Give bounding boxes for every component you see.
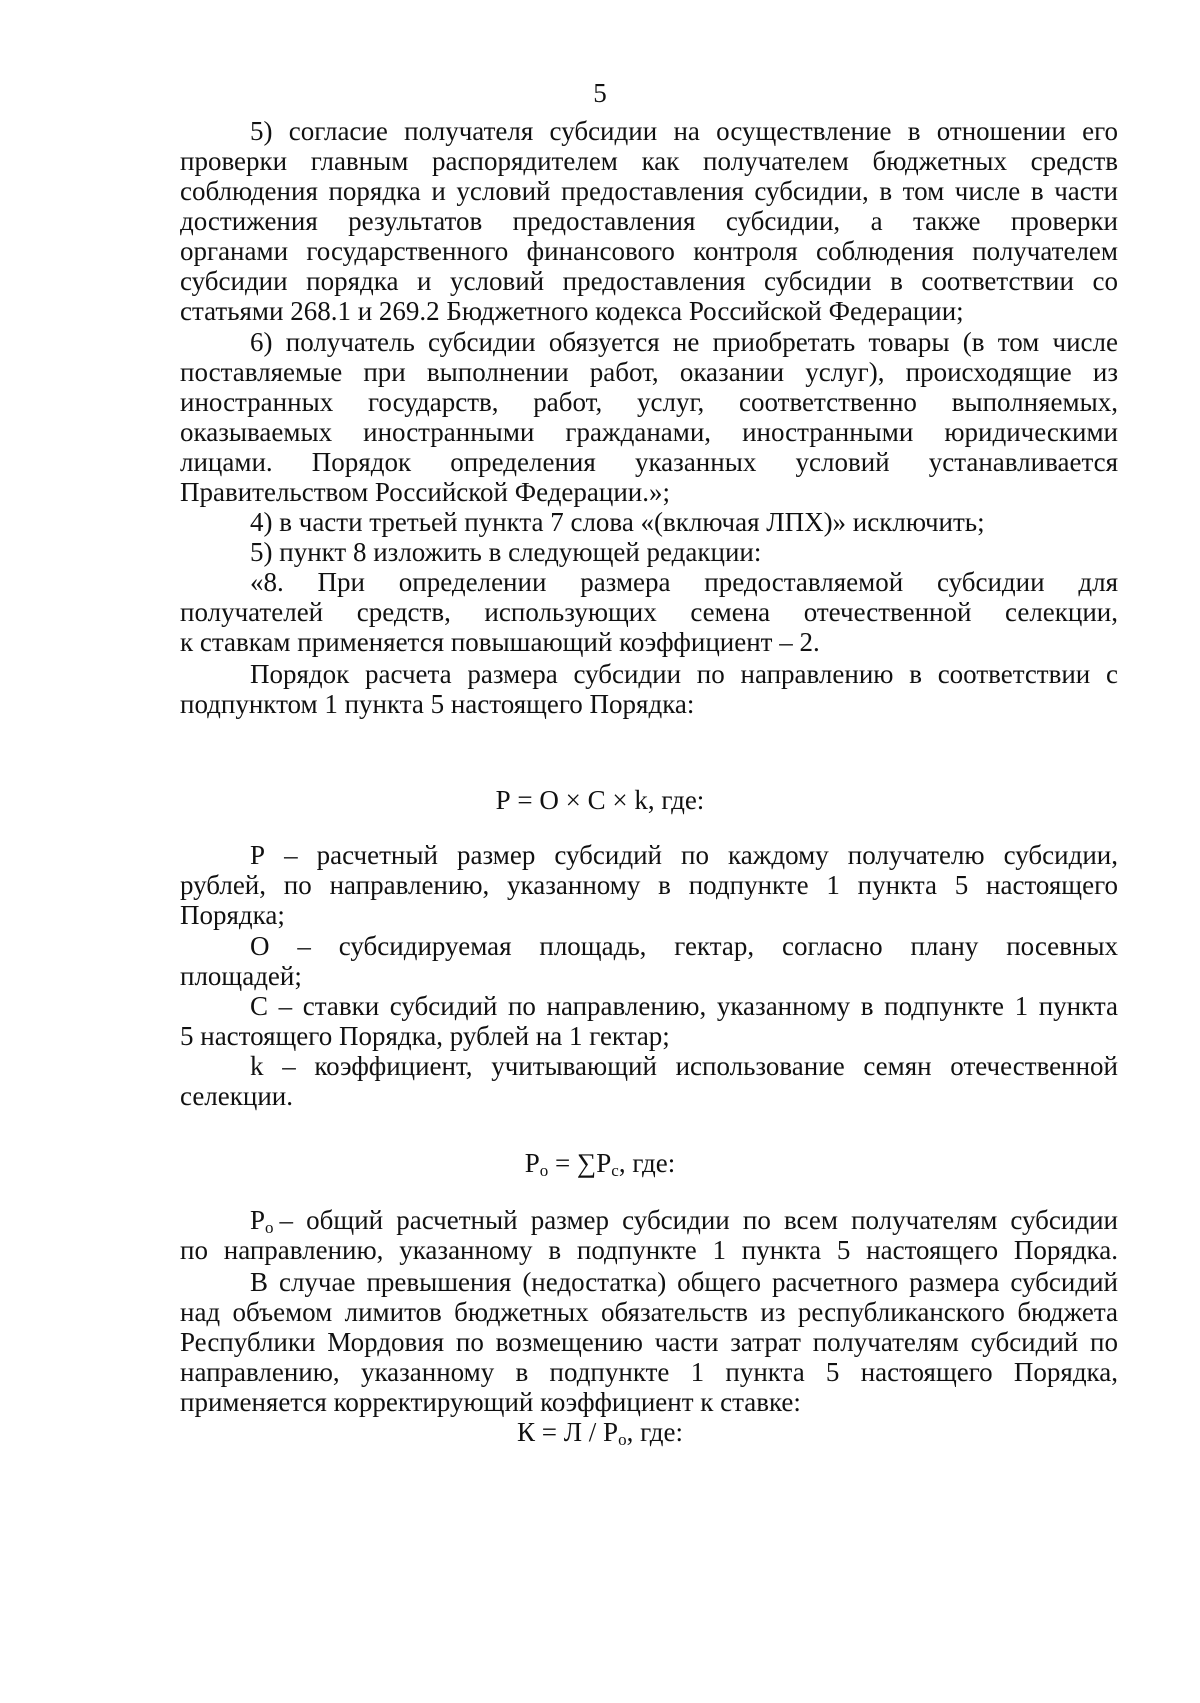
text-line: соблюдения порядка и условий предоставления субсидии, в том числе в части bbox=[180, 176, 1118, 206]
text-line: получателей средств, использующих семена отечественной селекции, bbox=[180, 597, 1118, 627]
formula-p: Р = О × С × k, где: bbox=[495, 785, 705, 815]
text-line: над объемом лимитов бюджетных обязательств из республиканского бюджета bbox=[180, 1297, 1118, 1327]
text-line: достижения результатов предоставления субсидии, а также проверки bbox=[180, 206, 1118, 236]
text-line: субсидии порядка и условий предоставления субсидии в соответствии со bbox=[180, 266, 1118, 296]
text-line: селекции. bbox=[180, 1081, 293, 1111]
po-symbol-sub: о bbox=[265, 1218, 274, 1237]
text-line: по направлению, указанному в подпункте 1 пункта 5 настоящего Порядка. bbox=[180, 1235, 1118, 1265]
formula-po-lhs-sub: о bbox=[539, 1161, 549, 1180]
text-line: проверки главным распорядителем как получателем бюджетных средств bbox=[180, 146, 1118, 176]
text-line: Республики Мордовия по возмещению части затрат получателям субсидий по bbox=[180, 1327, 1118, 1357]
text-line: k – коэффициент, учитывающий использование семян отечественной bbox=[250, 1051, 1118, 1081]
po-symbol-main: Р bbox=[250, 1205, 266, 1235]
text-line: направлению, указанному в подпункте 1 пункта 5 настоящего Порядка, bbox=[180, 1357, 1118, 1387]
formula-po bbox=[0, 1146, 1200, 1180]
text-line: С – ставки субсидий по направлению, указанному в подпункте 1 пункта bbox=[250, 991, 1118, 1021]
formula-k bbox=[0, 1415, 1200, 1449]
formula-po-rhs: , где: bbox=[618, 1148, 676, 1178]
text-line: к ставкам применяется повышающий коэффициент – 2. bbox=[180, 627, 820, 657]
formula-po-sum-sub: с bbox=[611, 1161, 619, 1180]
text-line: В случае превышения (недостатка) общего расчетного размера субсидий bbox=[250, 1267, 1118, 1297]
text-line: рублей, по направлению, указанному в подпункте 1 пункта 5 настоящего bbox=[180, 870, 1118, 900]
formula-po-lhs: Р bbox=[524, 1148, 540, 1178]
text-line: лицами. Порядок определения указанных условий устанавливается bbox=[180, 447, 1118, 477]
text-line: статьями 268.1 и 269.2 Бюджетного кодекса Российской Федерации; bbox=[180, 296, 964, 326]
text-line: – общий расчетный размер субсидии по всем получателям субсидии bbox=[279, 1205, 1118, 1235]
text-line: О – субсидируемая площадь, гектар, согласно плану посевных bbox=[250, 931, 1118, 961]
text-line: поставляемые при выполнении работ, оказании услуг), происходящие из bbox=[180, 357, 1118, 387]
text-line: иностранных государств, работ, услуг, соответственно выполняемых, bbox=[180, 387, 1118, 417]
text-line: 5) согласие получателя субсидии на осуществление в отношении его bbox=[250, 116, 1118, 146]
text-line: 5) пункт 8 изложить в следующей редакции: bbox=[250, 537, 762, 567]
text-line: Р – расчетный размер субсидий по каждому получателю субсидии, bbox=[250, 840, 1118, 870]
formula-k-lhs: К = Л / Р bbox=[516, 1417, 619, 1447]
text-line: оказываемых иностранными гражданами, иностранными юридическими bbox=[180, 417, 1118, 447]
po-symbol bbox=[250, 1203, 274, 1237]
po-definition-line bbox=[250, 1203, 1118, 1237]
text-line: подпунктом 1 пункта 5 настоящего Порядка: bbox=[180, 689, 695, 719]
text-line: Правительством Российской Федерации.»; bbox=[180, 477, 670, 507]
text-line: 4) в части третьей пункта 7 слова «(включая ЛПХ)» исключить; bbox=[250, 507, 985, 537]
text-line: 6) получатель субсидии обязуется не приобретать товары (в том числе bbox=[250, 327, 1118, 357]
text-line: площадей; bbox=[180, 961, 302, 991]
text-line: «8. При определении размера предоставляемой субсидии для bbox=[250, 567, 1118, 597]
text-line: применяется корректирующий коэффициент к ставке: bbox=[180, 1387, 801, 1417]
formula-k-lhs-sub: о bbox=[618, 1430, 627, 1449]
text-line: Порядок расчета размера субсидии по направлению в соответствии с bbox=[250, 659, 1118, 689]
formula-po-sum: = ∑Р bbox=[548, 1148, 612, 1178]
text-line: Порядка; bbox=[180, 900, 285, 930]
text-line: 5 настоящего Порядка, рублей на 1 гектар; bbox=[180, 1021, 670, 1051]
text-line: органами государственного финансового контроля соблюдения получателем bbox=[180, 236, 1118, 266]
page-number: 5 bbox=[593, 78, 607, 108]
formula-k-rhs: , где: bbox=[626, 1417, 684, 1447]
